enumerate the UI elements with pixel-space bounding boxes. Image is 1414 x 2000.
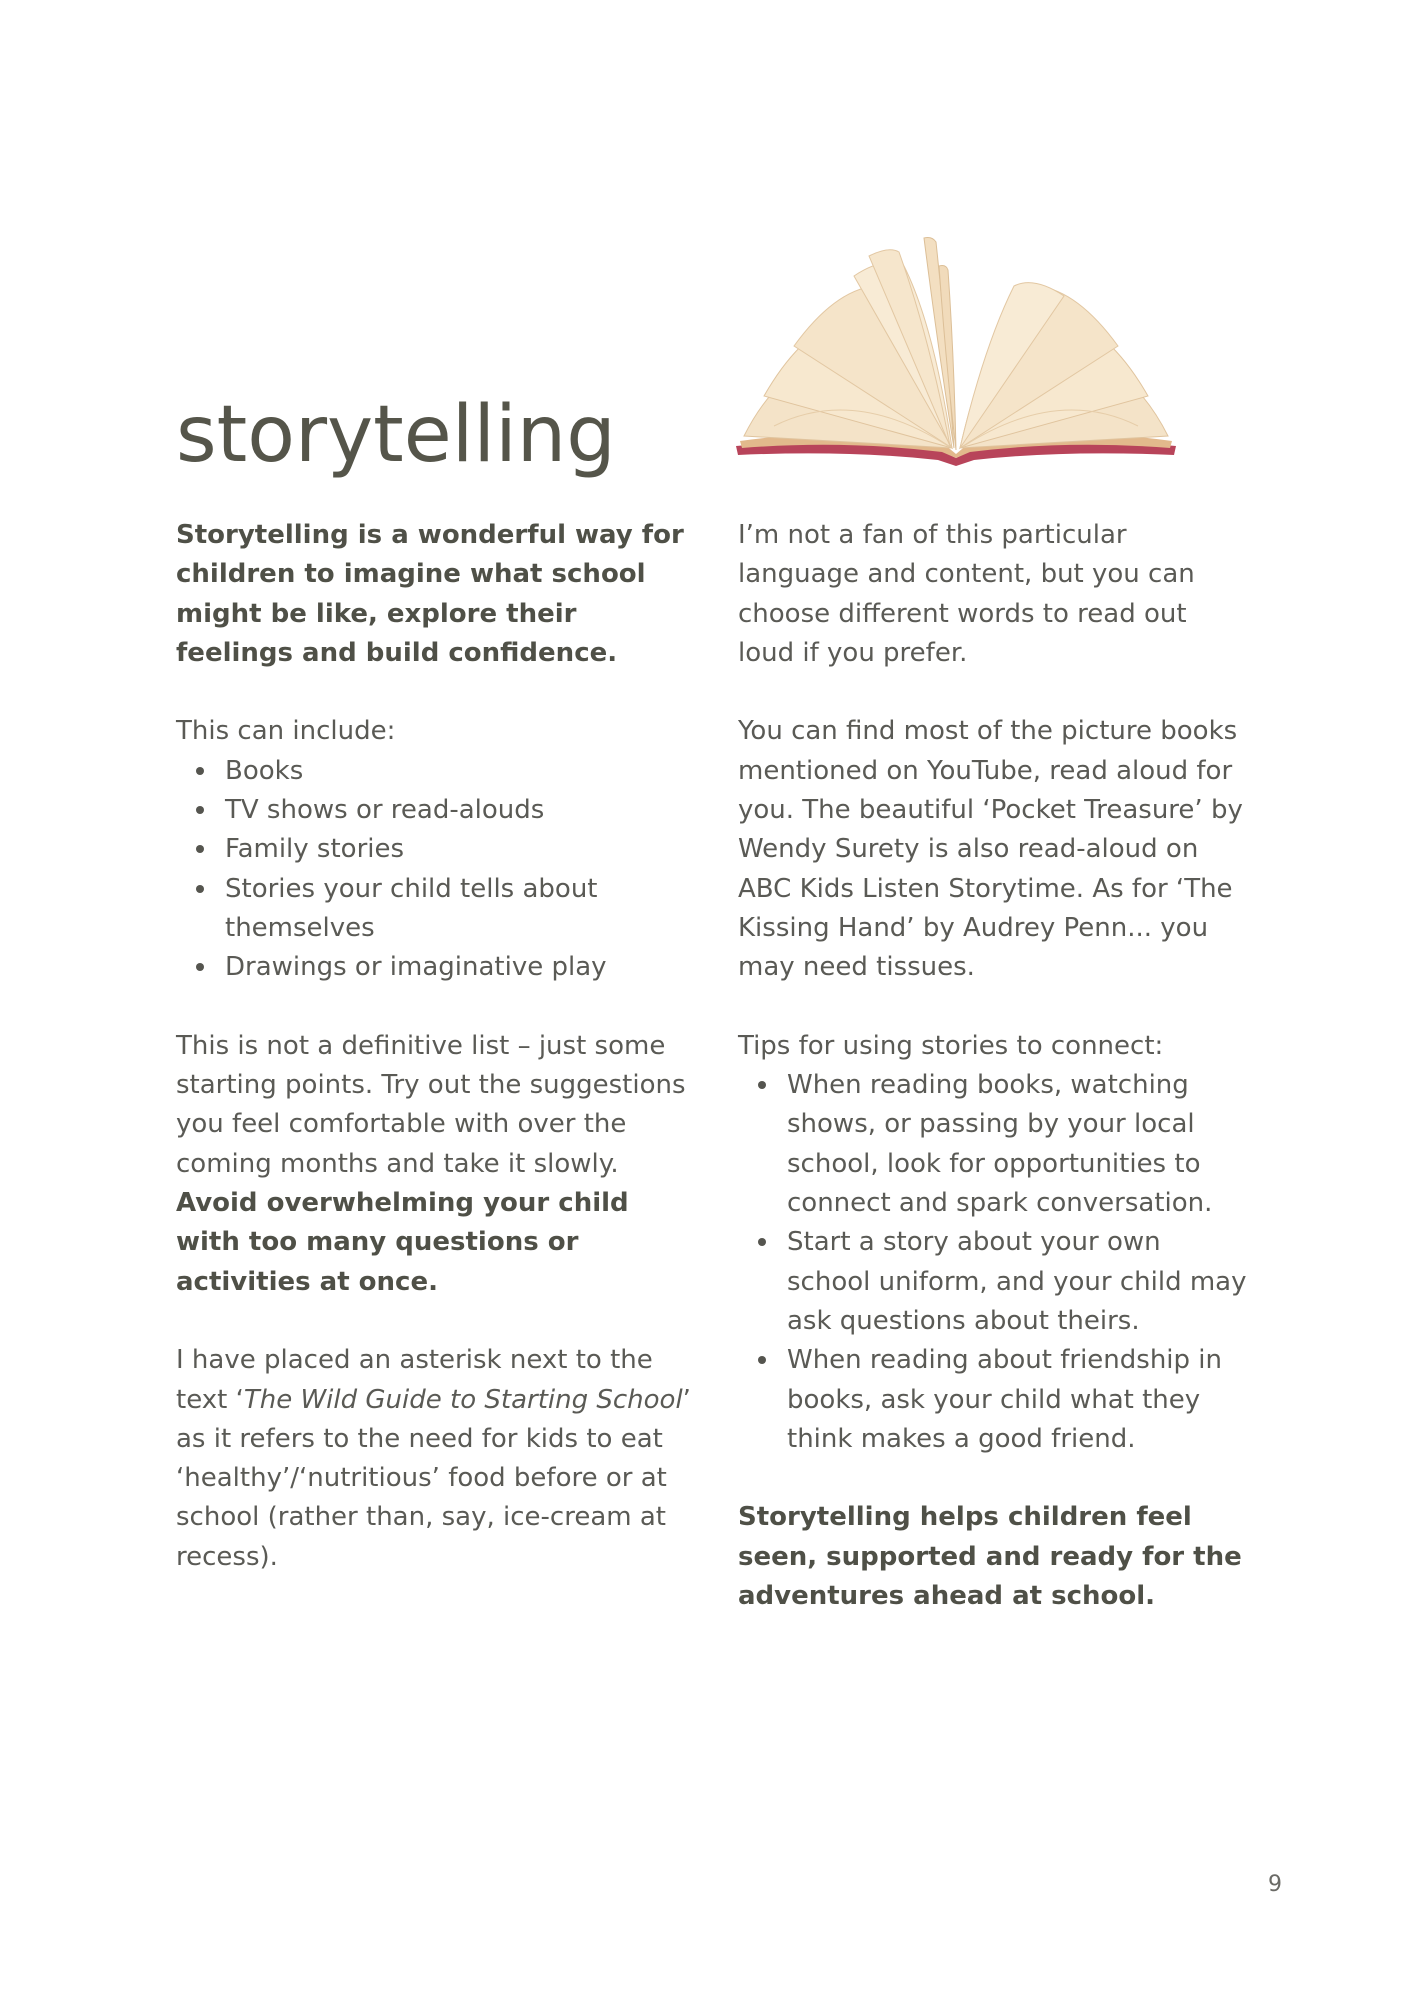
right-column: [738, 516, 1248, 1656]
asterisk-text-after: ’ as it refers to the need for kids to eat ‘healthy’/‘nutritious’ food before or at school (rather than, say, ice-cream at recess).: [176, 1384, 691, 1572]
asterisk-paragraph: [176, 1341, 696, 1577]
tip-item: When reading about friendship in books, ask your child what they think makes a good friend.: [738, 1341, 1248, 1459]
tips-list: [738, 1066, 1248, 1459]
intro-paragraph: Storytelling is a wonderful way for children to imagine what school might be like, explore their feelings and build confidence.: [176, 520, 684, 668]
tip-item: Start a story about your own school uniform, and your child may ask questions about theirs.: [738, 1223, 1248, 1341]
page-title: storytelling: [176, 390, 616, 480]
language-paragraph: I’m not a fan of this particular language and content, but you can choose different words to read out loud if you prefer.: [738, 520, 1195, 668]
tip-item: When reading books, watching shows, or passing by your local school, look for opportunities to connect and spark conversation.: [738, 1066, 1248, 1223]
list-item: Family stories: [176, 830, 696, 869]
suggestions-text: This is not a definitive list – just some starting points. Try out the suggestions you feel comfortable with over the coming months and take it slowly.: [176, 1030, 686, 1179]
left-column: [176, 516, 696, 1616]
closing-paragraph: Storytelling helps children feel seen, supported and ready for the adventures ahead at school.: [738, 1502, 1242, 1612]
list-item: Drawings or imaginative play: [176, 948, 696, 987]
tips-intro: Tips for using stories to connect:: [738, 1030, 1164, 1061]
list-item: Stories your child tells about themselves: [176, 870, 696, 949]
suggestions-warning: Avoid overwhelming your child with too many questions or activities at once.: [176, 1188, 629, 1297]
list-item: Books: [176, 752, 696, 791]
book-title-italic: The Wild Guide to Starting School: [243, 1384, 683, 1415]
includes-list: [176, 752, 696, 988]
page-number: 9: [1268, 1872, 1282, 1897]
list-item: TV shows or read-alouds: [176, 791, 696, 830]
youtube-paragraph: You can find most of the picture books mentioned on YouTube, read aloud for you. The beautiful ‘Pocket Treasure’ by Wendy Surety is also read-aloud on ABC Kids Listen Storytime. As for ‘The Kissing Hand’ by Audrey Penn... you may need tissues.: [738, 716, 1243, 983]
list-intro: This can include:: [176, 716, 396, 747]
asterisk-text-before: I have placed an asterisk next to the text ‘: [176, 1345, 653, 1415]
suggestions-paragraph: [176, 1027, 696, 1302]
open-book-illustration: [734, 236, 1178, 468]
